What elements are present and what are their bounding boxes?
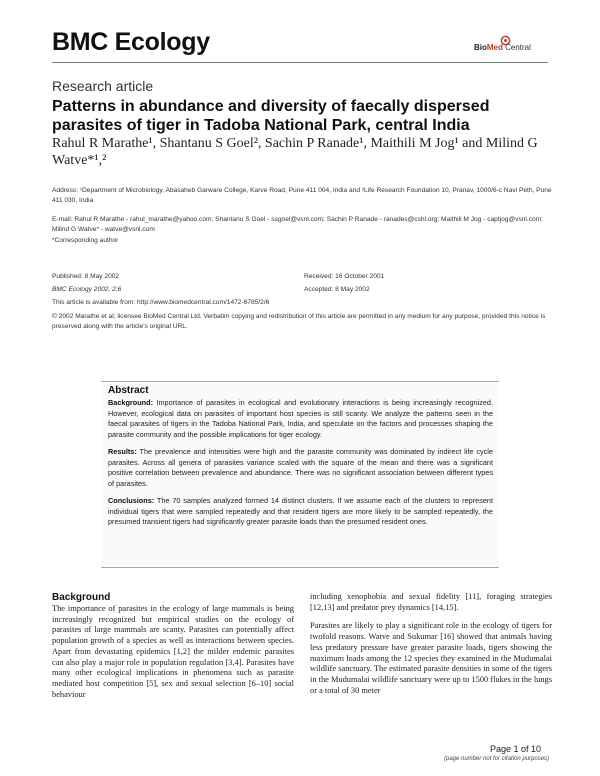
abstract-background-label: Background:	[108, 398, 153, 407]
page-number: Page 1 of 10	[490, 744, 542, 754]
publisher-name	[474, 43, 531, 52]
abstract-background	[108, 398, 493, 440]
abstract-conclusions-label: Conclusions:	[108, 496, 155, 505]
body-paragraph: including xenophobia and sexual fidelity [11], foraging strategies [12,13] and predator prey dynamics [14,15].	[310, 592, 552, 612]
citation: BMC Ecology 2002, 2:6	[52, 286, 122, 293]
author-list: Rahul R Marathe¹, Shantanu S Goel², Sachin P Ranade¹, Maithili M Jog¹ and Milind G Watve*¹,²	[52, 136, 538, 168]
author-emails: E-mail: Rahul R Marathe - rahul_marathe@yahoo.com; Shantanu S Goel - ssgoel@vsnl.com; Sachin P Ranade - ranades@cshl.org; Maithili M Jog - captjog@vsnl.com; Milind G Watve* - watve@vsnl.com	[52, 216, 543, 233]
header-rule	[52, 62, 548, 63]
abstract-background-text: Importance of parasites in ecological and evolutionary interactions is being increasingly recognized. However, ecological data on parasites of important host species is still scanty. We analyze the patterns seen in the faecal parasites of tigers in the Tadoba National Park, India, and speculate on the factors and processes shaping the parasite community and the possible implications for tiger ecology.	[108, 398, 493, 439]
publisher-central: Central	[502, 43, 531, 52]
body-column-left	[52, 592, 294, 708]
article-title: Patterns in abundance and diversity of faecally dispersed parasites of tiger in Tadoba National Park, central India	[52, 98, 490, 134]
page-number-note: (page number not for citation purposes)	[444, 756, 550, 762]
publisher-med: Med	[486, 43, 503, 52]
publication-info	[52, 272, 282, 295]
abstract-box	[101, 381, 499, 568]
abstract-heading: Abstract	[108, 385, 149, 396]
abstract-results-label: Results:	[108, 447, 137, 456]
abstract-conclusions	[108, 496, 493, 528]
published-date: Published: 8 May 2002	[52, 273, 120, 280]
section-heading-background: Background	[52, 592, 111, 603]
publisher-logo[interactable]	[474, 35, 554, 57]
received-info	[304, 272, 524, 295]
accepted-date: Accepted: 8 May 2002	[304, 286, 370, 293]
abstract-conclusions-text: The 70 samples analyzed formed 14 distinct clusters. If we assume each of the clusters to represent individual tigers that were sampled repeatedly and that resident tigers are more likely to be sampled repeatedly, the presumed transient tigers had significantly greater parasite loads than the presumed resident ones.	[108, 496, 493, 526]
publisher-bio: Bio	[474, 43, 487, 52]
body-paragraph: Parasites are likely to play a significant role in the ecology of tigers for twofold reasons. Watve and Sukumar [16] showed that animals having less predatory pressure have greater parasite loads, tigers showing the maximum loads among the 12 species they examined in the Mudumalai wildlife sanctuary. The estimated parasite densities in some of the tigers in the Mudumalai wildlife sanctuary were up to 1500 flukes in the lungs or a total of 30 meter	[310, 621, 552, 695]
abstract-results	[108, 447, 493, 489]
copyright-notice: © 2002 Marathe et al; licensee BioMed Central Ltd. Verbatim copying and redistribution of this article are permitted in any medium for any purpose, provided this notice is preserved along with the article's original URL.	[52, 313, 546, 330]
abstract-body	[108, 398, 493, 535]
article-type: Research article	[52, 78, 154, 94]
corresponding-note: *Corresponding author	[52, 237, 119, 244]
body-paragraph: The importance of parasites in the ecology of large mammals is being increasingly recognized but empirical studies on the ecology of parasites of large mammals are scanty. Parasites can potentially affect population growth of a species as well as interactions between species. Apart from devastating epidemics [1,2] the milder endemic parasites can also play a major role in population regulation [3,4]. Parasites have many other ecological implications in phenomena such as parasite mediated host competition [5], sex and sexual selection [6–10] social behaviour	[52, 604, 294, 699]
article-url[interactable]: This article is available from: http://www.biomedcentral.com/1472-6785/2/6	[52, 299, 270, 306]
affiliations: Address: ¹Department of Microbiology, Abasaheb Garware College, Karve Road, Pune 411 004, India and ²Life Research Foundation 10, Pranav, 1000/6-c Navi Peth, Pune 411 030, India	[52, 187, 552, 204]
body-column-right	[310, 592, 552, 704]
received-date: Received: 16 October 2001	[304, 273, 385, 280]
abstract-results-text: The prevalence and intensities were high and the parasite community was dominated by indirect life cycle parasites. Across all genera of parasites variance scaled with the square of the mean and there was a significant positive correlation between prevalence and abundance. There was no significant association between different types of parasites.	[108, 447, 493, 488]
journal-title: BMC Ecology	[52, 28, 210, 56]
